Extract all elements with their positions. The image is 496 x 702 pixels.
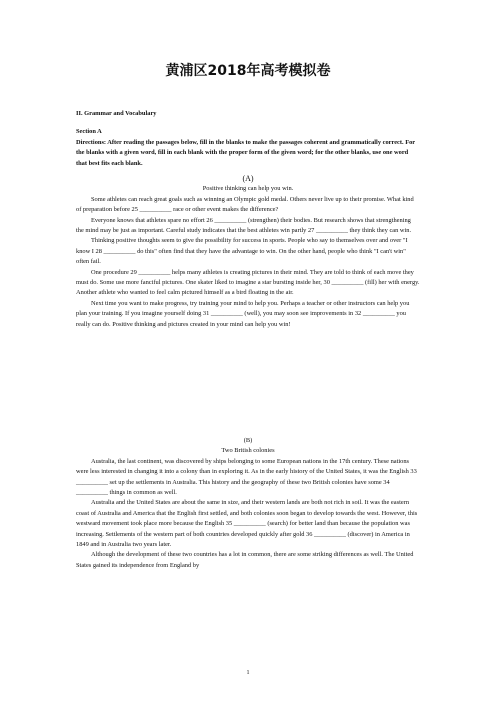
section-heading: Section A — [76, 128, 102, 135]
passage-b-paragraph: Australia and the United States are about the same in size, and their western lands are both not rich in soil. It was the eastern coast of Australia and America that the English first settled, and both colonies soon began to develop towards the west. However, this westward movement took place more because the English 35 __________ (search) for better land than because the population was increasing. Settlements of the western part of both countries developed quickly after gold 36 __________ (discover) in America in 1849 and in Australia two years later. — [76, 499, 418, 549]
page-number: 1 — [246, 670, 250, 676]
exam-title: 黄浦区2018年高考模拟卷 — [165, 63, 331, 79]
passage-a-paragraph: Thinking positive thoughts seem to give the possibility for success in sports. People who say to themselves over and over "I know I 28 __________ do this" often find that they have the advantage to win. On the other hand, people who think "I can't win" often fail. — [76, 237, 408, 266]
passage-a-paragraph: Next time you want to make progress, try training your mind to help you. Perhaps a teacher or other instructors can help you plan your training. If you imagine yourself doing 31 __________ (well), you may soon see improvements in 32 __________ you really can do. Positive thinking and pictures created in your mind can help you win! — [76, 299, 410, 328]
part-heading: II. Grammar and Vocabulary — [76, 110, 157, 117]
passage-a-paragraph: One procedure 29 __________ helps many athletes is creating pictures in their mind. They are told to think of each move they must do. Some use more fanciful pictures. One skater liked to imagine a star bursting inside her, 30 __________ (fill) her with energy. Another athlete who wanted to feel calm pictured himself as a bird floating in the air. — [76, 268, 420, 297]
passage-a-label: (A) — [242, 174, 254, 183]
passage-b-paragraph: Australia, the last continent, was discovered by ships belonging to some European nations in the 17th century. These nations were less interested in changing it into a colony than in exploring it. As in the early history of the United States, it was the English 33 __________ set up the settlements in Australia. This history and the geography of these two British colonies have some 34 __________ things in common as well. — [76, 457, 417, 497]
passage-a-paragraph: Some athletes can reach great goals such as winning an Olympic gold medal. Others never live up to their promise. What kind of preparation before 25 __________ race or other event makes the difference? — [76, 195, 414, 214]
passage-b-paragraph: Although the development of these two countries has a lot in common, there are some striking differences as well. The United States gained its independence from England by — [76, 551, 414, 569]
passage-a-paragraph: Everyone knows that athletes spare no effort 26 __________ (strengthen) their bodies. But research shows that strengthening the mind may be just as important. Careful study indicates that the best athletes win partly 27 __________ they think they can win. — [76, 216, 412, 235]
passage-a-title: Positive thinking can help you win. — [202, 185, 294, 193]
directions — [76, 138, 420, 169]
passage-b-label: (B) — [243, 437, 253, 444]
passage-b-title: Two British colonies — [221, 447, 275, 455]
passage-a — [76, 174, 420, 330]
directions-text: Directions: After reading the passages below, fill in the blanks to make the passages coherent and grammatically correct. For the blanks with a given word, fill in each blank with the proper form of the given word; for the other blanks, use one word that best fits each blank. — [76, 139, 416, 167]
passage-b — [76, 436, 420, 571]
